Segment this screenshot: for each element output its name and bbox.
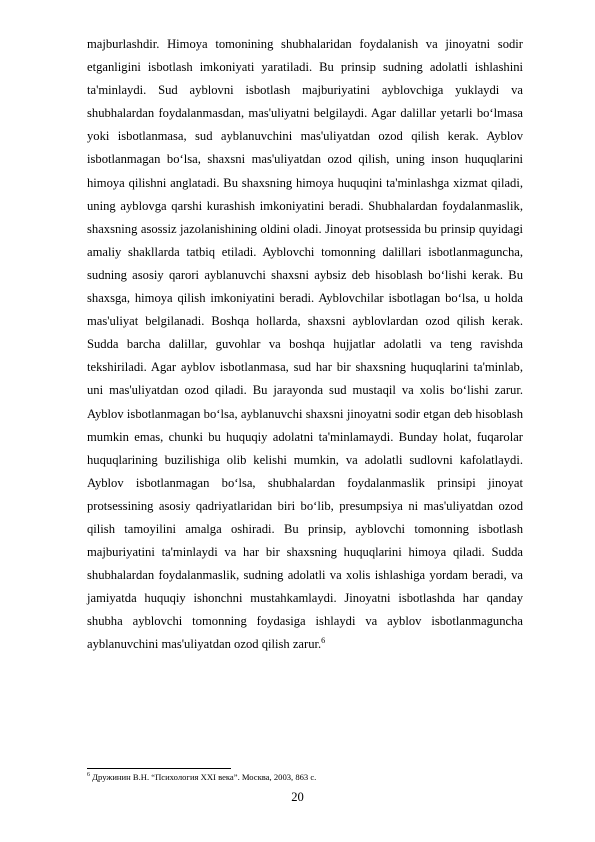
footnote-text: Дружинин В.Н. “Психология XXI века”. Москва, 2003, 863 с. [92, 772, 317, 782]
body-text: majburlashdir. Himoya tomonining shubhalaridan foydalanish va jinoyatni sodir etganligini isbotlash imkoniyati yaratiladi. Bu prinsip sudning adolatli ishlashini ta'minlaydi. Sud ayblovni isbotlash majburiyatini ayblovchiga yuklaydi va shubhalardan foydalanmasdan, mas'uliyatni belgilaydi. Agar dalillar yetarli bo‘lmasa yoki isbotlanmasa, sud ayblanuvchini mas'uliyatdan ozod qilish kerak. Ayblov isbotlanmagan bo‘lsa, shaxsni mas'uliyatdan ozod qilish, uning inson huquqlarini himoya qilishni anglatadi. Bu shaxsning himoya huquqini ta'minlashga xizmat qiladi, uning ayblovga qarshi kurashish imkoniyatini beradi. Shubhalardan foydalanmaslik, shaxsning asossiz jazolanishining oldini oladi. Jinoyat protsessida bu prinsip quyidagi amaliy shakllarda tatbiq etiladi. Ayblovchi tomonning dalillari isbotlanmaguncha, sudning asosiy qarori ayblanuvchi shaxsni aybsiz deb hisoblash bo‘lishi kerak. Bu shaxsga, himoya qilish imkoniyatini beradi. Ayblovchilar isbotlagan bo‘lsa, u holda mas'uliyat belgilanadi. Boshqa hollarda, shaxsni ayblovlardan ozod qilish kerak. Sudda barcha dalillar, guvohlar va boshqa hujjatlar adolatli va teng ravishda tekshiriladi. Agar ayblov isbotlanmasa, sud har bir shaxsning huquqlarini ta'minlab, uni mas'uliyatdan ozod qiladi. Bu jarayonda sud mustaqil va xolis bo‘lishi zarur. Ayblov isbotlanmagan bo‘lsa, ayblanuvchi shaxsni jinoyatni sodir etgan deb hisoblash mumkin emas, chunki bu huquqiy adolatni ta'minlamaydi. Bunday holat, fuqarolar huquqlarining buzilishiga olib kelishi mumkin, va adolatli sudlovni kafolatlaydi. Ayblov isbotlanmagan bo‘lsa, shubhalardan foydalanmaslik prinsipi jinoyat protsessining asosiy qadriyatlaridan biri bo‘lib, presumpsiya ni mas'uliyatdan ozod qilish tamoyilini amalga oshiradi. Bu prinsip, ayblovchi tomonning isbotlash majburiyatini ta'minlaydi va har bir shaxsning huquqlarini himoya qiladi. Sudda shubhalardan foydalanmaslik, sudning adolatli va xolis ishlashiga yordam beradi, va jamiyatda huquqiy ishonchni mustahkamlaydi. Jinoyatni isbotlashda har qanday shubha ayblovchi tomonning foydasiga ishlaydi va ayblov isbotlanmaguncha ayblanuvchini mas'uliyatdan ozod qilish zarur. [87, 37, 523, 652]
body-paragraph [87, 33, 523, 657]
footnote-number: 6 [87, 772, 90, 779]
footnote [87, 772, 523, 783]
footnote-separator [87, 768, 231, 769]
footnote-reference[interactable]: 6 [321, 636, 326, 646]
page-content [87, 33, 523, 657]
page-number: 20 [291, 790, 304, 804]
